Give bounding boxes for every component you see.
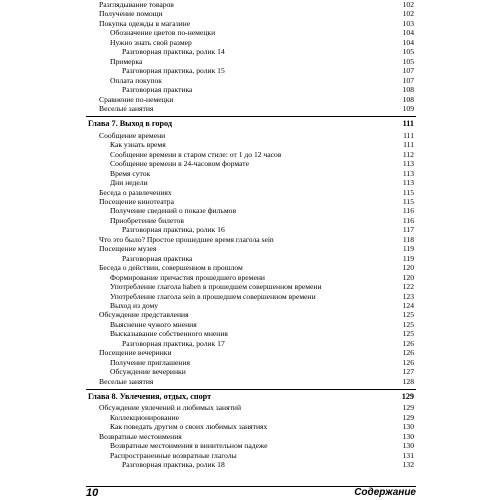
toc-page-number: 111: [403, 140, 414, 150]
toc-page-number: 108: [402, 85, 414, 95]
toc-entry-title: Нужно знать свой размер: [110, 37, 192, 47]
toc-page-number: 112: [402, 149, 414, 159]
toc-page-number: 124: [402, 300, 414, 310]
toc-entry-title: Обозначение цветов по-немецки: [110, 28, 216, 38]
toc-entry-title: Сообщение времени: [99, 130, 166, 140]
toc-page-number: 125: [402, 319, 414, 329]
toc-page-number: 125: [402, 329, 414, 339]
toc-entry[interactable]: [99, 377, 395, 387]
footer-page-number: 10: [86, 487, 99, 499]
toc-page-number: 107: [402, 66, 414, 76]
toc-page-number: 116: [402, 215, 414, 225]
toc-entry-title: Посещение кинотеатра: [99, 197, 174, 206]
toc-page-number: 119: [402, 244, 414, 254]
toc-page-number: 120: [402, 272, 414, 282]
toc-entry-title: Высказывание собственного мнения: [110, 329, 228, 339]
toc-page-number: 115: [402, 197, 414, 206]
toc-entry-title: Формирование причастия прошедшего времени: [110, 272, 265, 282]
toc-page-number: 108: [402, 94, 414, 104]
toc-page-number: 113: [402, 178, 414, 188]
toc-page-number: 125: [402, 310, 414, 320]
toc-entry-title: Разговорная практика, ролик 17: [122, 338, 225, 348]
toc-entry-title: Возвратные местоимения в винительном падеже: [110, 441, 268, 451]
toc-entry-title: Сообщение времени в 24-часовом формате: [110, 159, 249, 169]
toc-entry-title: Выход из дому: [110, 300, 159, 310]
toc-entry-title: Сообщение времени в старом стиле: от 1 до 12 часов: [110, 149, 282, 159]
toc-entry-title: Распространенные возвратные глаголы: [110, 450, 237, 460]
toc-entry-title: Употребление глагола haben в прошедшем совершенном времени: [110, 282, 322, 292]
toc-page-number: 126: [402, 338, 414, 348]
toc-entry-title: Оплата покупок: [110, 75, 162, 85]
toc-page-number: 116: [402, 206, 414, 216]
toc-entry[interactable]: [99, 104, 395, 114]
toc-entry-title: Обсуждение вечеринки: [110, 367, 186, 377]
toc-page-number: 130: [402, 431, 414, 441]
toc-page-number: 109: [402, 103, 414, 113]
toc-page-number: 102: [402, 0, 414, 9]
toc-page-number: 115: [402, 187, 414, 197]
toc-page-number: 104: [402, 37, 414, 47]
toc-page-number: 104: [402, 28, 414, 38]
toc-entry-title: Как узнать время: [110, 140, 166, 150]
toc-page-number: 127: [402, 367, 414, 377]
toc-page-number: 117: [402, 225, 414, 235]
toc-page-number: 113: [402, 159, 414, 169]
toc-page-number: 113: [402, 168, 414, 178]
toc-entry-title: Веселые занятия: [99, 103, 154, 113]
toc-page-number: 131: [402, 450, 414, 460]
toc-page-number: 122: [402, 282, 414, 292]
toc-page-number: 129: [401, 392, 414, 401]
toc-page-number: 132: [402, 460, 414, 470]
toc-page-number: 111: [403, 130, 414, 140]
toc-entry-title: Покупка одежды в магазине: [99, 18, 191, 28]
toc-entry-title: Веселые занятия: [99, 376, 154, 386]
chapter-divider: [86, 116, 416, 117]
toc-entry-title: Глава 8. Увлечения, отдых, спорт: [88, 392, 212, 401]
toc-entry-title: Приобретение билетов: [110, 215, 184, 225]
toc-page-number: 118: [402, 234, 414, 244]
toc-page-number: 111: [402, 119, 414, 129]
toc-page-number: 107: [402, 75, 414, 85]
toc-entry-title: Разглядывание товаров: [99, 0, 174, 9]
toc-page-number: 105: [402, 47, 414, 57]
toc-page-number: 129: [402, 403, 414, 413]
toc-entry-title: Обсуждение представления: [99, 310, 189, 320]
toc-entry-title: Что это было? Простое прошедшее время глагола sein: [99, 234, 274, 244]
toc-entry-title: Разговорная практика, ролик 14: [122, 47, 225, 57]
toc-entry-title: Разговорная практика: [122, 85, 193, 95]
toc-page-number: 128: [402, 376, 414, 386]
toc-chapter-heading[interactable]: [88, 392, 395, 402]
toc-entry-title: Дни недели: [110, 178, 148, 188]
toc-entry-title: Возвратные местоимения: [99, 431, 182, 441]
toc-entry-title: Разговорная практика, ролик 18: [122, 460, 225, 470]
toc-chapter-heading[interactable]: [88, 119, 395, 129]
toc-entry-title: Разговорная практика, ролик 16: [122, 225, 225, 235]
toc-entry-title: Примерка: [110, 56, 143, 66]
toc-entry-title: Разговорная практика: [122, 253, 193, 263]
footer-section-title: Содержание: [354, 487, 416, 498]
toc-page-number: 126: [402, 357, 414, 367]
toc-page-number: 126: [402, 348, 414, 358]
toc-entry-title: Обсуждение увлечений и любимых занятий: [99, 403, 242, 413]
toc-page-number: 103: [402, 18, 414, 28]
toc-page-number: 123: [402, 291, 414, 301]
toc-page-number: 102: [402, 9, 414, 19]
toc-entry-title: Беседа о действии, совершенном в прошлом: [99, 263, 243, 273]
toc-page-number: 105: [402, 56, 414, 66]
chapter-divider: [86, 389, 416, 390]
toc-entry-title: Разговорная практика, ролик 15: [122, 66, 225, 76]
toc-entry-title: Беседа о развлечениях: [99, 187, 172, 197]
toc-entry-title: Сравнение по-немецки: [99, 94, 174, 104]
toc-entry-title: Получение помощи: [99, 9, 163, 19]
toc-entry-title: Глава 7. Выход в город: [88, 119, 173, 129]
toc-entry-title: Получение сведений о показе фильмов: [110, 206, 237, 216]
toc-page-number: 120: [402, 263, 414, 273]
toc-entry-title: Выяснение чужого мнения: [110, 319, 197, 329]
toc-entry-title: Употребление глагола sein в прошедшем совершенном времени: [110, 291, 316, 301]
toc-page-number: 129: [402, 412, 414, 422]
toc-page-number: 130: [402, 441, 414, 451]
toc-entry-title: Время суток: [110, 168, 151, 178]
toc-entry-title: Как поведать другим о своих любимых занятиях: [110, 422, 268, 432]
toc-page-number: 130: [402, 422, 414, 432]
toc-entry-title: Получение приглашения: [110, 357, 191, 367]
toc-entry-title: Посещение вечеринки: [99, 348, 172, 358]
toc-page-number: 119: [402, 253, 414, 263]
toc-entry-title: Посещение музея: [99, 244, 157, 254]
toc-entry[interactable]: [122, 460, 395, 470]
toc-entry-title: Коллекционирование: [110, 412, 180, 422]
